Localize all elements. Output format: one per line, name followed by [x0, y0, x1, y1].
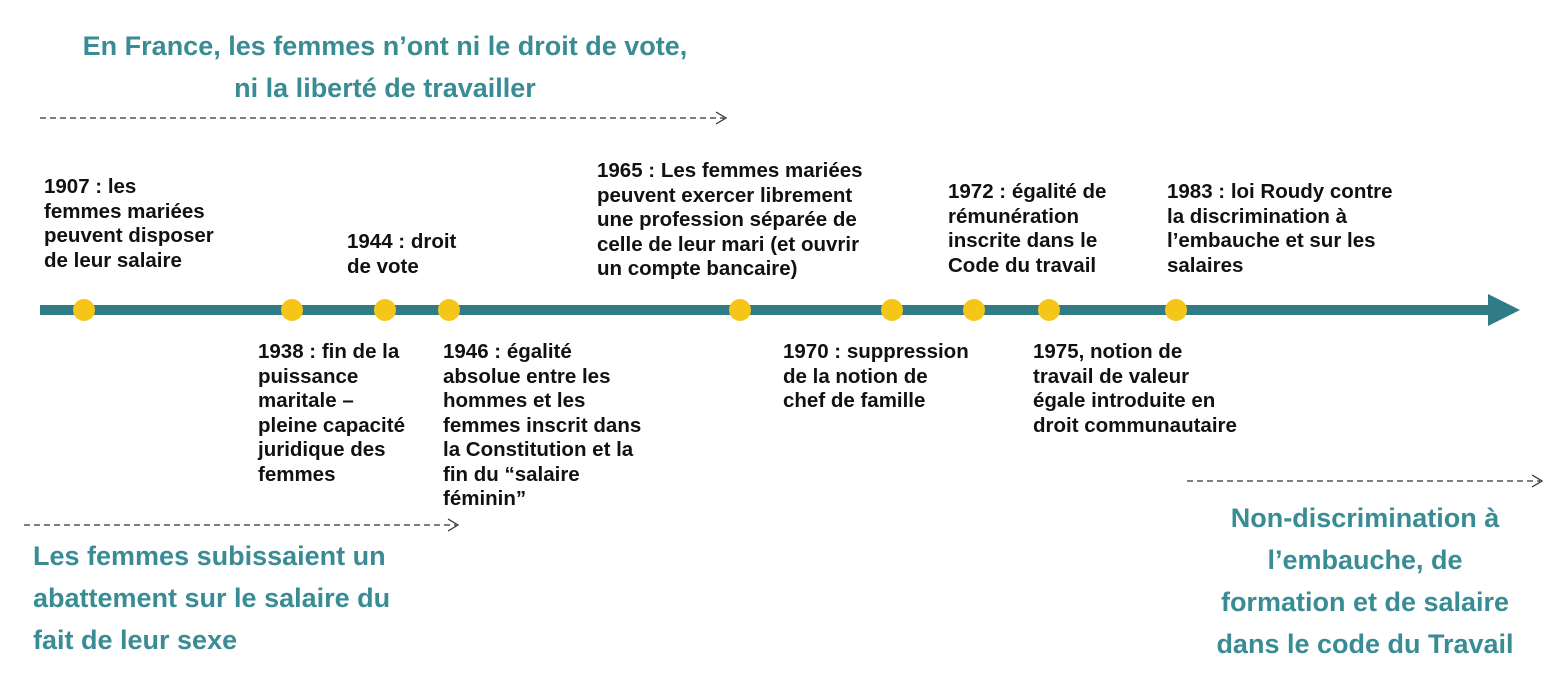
period-heading-non-discrimination-line3: formation et de salaire: [1220, 587, 1510, 617]
timeline-dot-1946: [438, 299, 460, 321]
period-heading-no-vote-line1: En France, les femmes n’ont ni le droit de vote,: [82, 31, 688, 61]
period-heading-no-vote-line2: ni la liberté de travailler: [234, 73, 536, 103]
event-1975: 1975, notion de travail de valeur égale introduite en droit communautaire: [1033, 340, 1237, 437]
timeline-dot-1970: [881, 299, 903, 321]
timeline-arrowhead: [1488, 294, 1520, 326]
period-arrow-salary-cut: [24, 519, 458, 531]
period-heading-salary-cut: [33, 535, 390, 661]
timeline-dot-1965: [729, 299, 751, 321]
timeline-dot-1907: [73, 299, 95, 321]
event-1946: 1946 : égalité absolue entre les hommes et les femmes inscrit dans la Constitution et la fin du “salaire féminin”: [443, 340, 642, 510]
timeline-dot-1944: [374, 299, 396, 321]
period-heading-non-discrimination: [1190, 497, 1540, 665]
event-1907: 1907 : les femmes mariées peuvent disposer de leur salaire: [44, 175, 214, 272]
period-heading-non-discrimination-line1: Non-discrimination à: [1230, 503, 1500, 533]
event-1970: 1970 : suppression de la notion de chef de famille: [783, 340, 969, 412]
event-1944: 1944 : droit de vote: [347, 230, 457, 278]
timeline-dot-1975: [1038, 299, 1060, 321]
event-1983: 1983 : loi Roudy contre la discrimination à l’embauche et sur les salaires: [1167, 180, 1393, 277]
timeline-dot-1983: [1165, 299, 1187, 321]
period-heading-salary-cut-line3: fait de leur sexe: [33, 625, 238, 655]
period-heading-salary-cut-line2: abattement sur le salaire du: [33, 583, 391, 613]
timeline-dot-1938: [281, 299, 303, 321]
event-1965: 1965 : Les femmes mariées peuvent exercer librement une profession séparée de celle de leur mari (et ouvrir un compte bancaire): [597, 159, 863, 280]
event-1938: 1938 : fin de la puissance maritale – pleine capacité juridique des femmes: [258, 340, 405, 486]
period-heading-no-vote: [20, 25, 750, 109]
timeline-dot-1972: [963, 299, 985, 321]
period-heading-salary-cut-line1: Les femmes subissaient un: [33, 541, 386, 571]
period-arrow-non-discrimination: [1187, 475, 1542, 487]
event-1972: 1972 : égalité de rémunération inscrite dans le Code du travail: [948, 180, 1107, 277]
period-heading-non-discrimination-line2: l’embauche, de: [1267, 545, 1463, 575]
period-heading-non-discrimination-line4: dans le code du Travail: [1216, 629, 1514, 659]
period-arrow-no-vote: [40, 112, 726, 124]
